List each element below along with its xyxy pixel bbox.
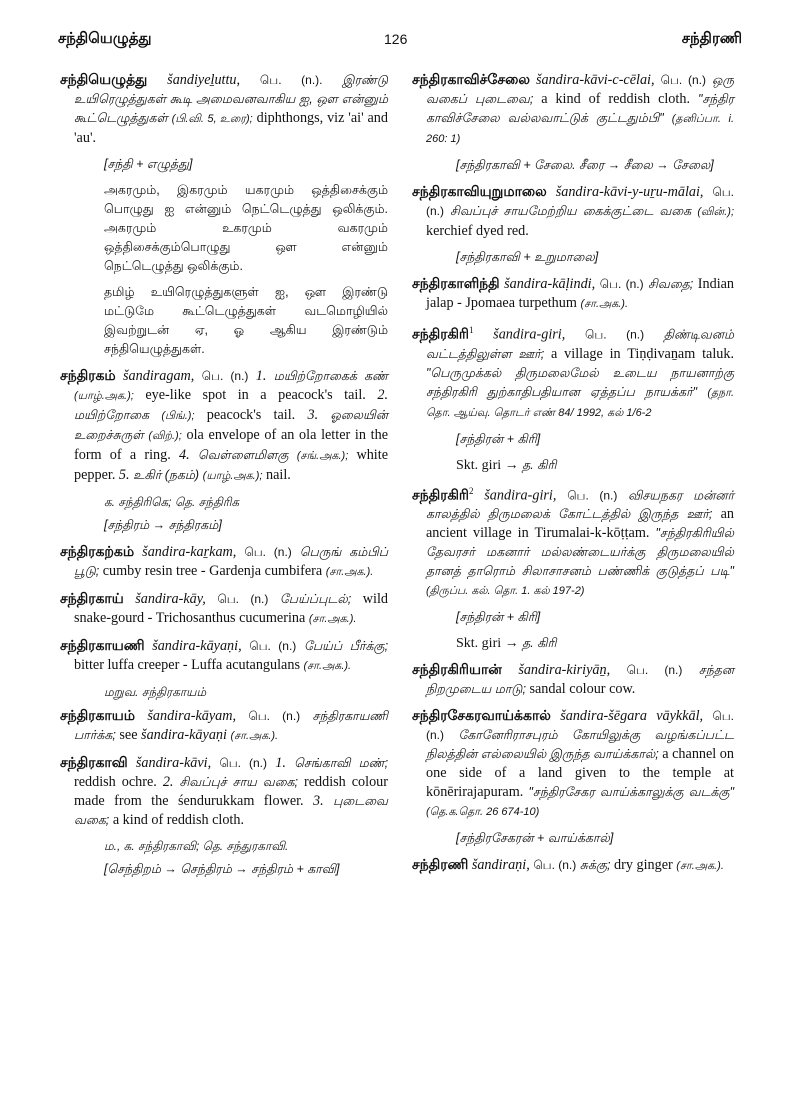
headword: சந்திரகாளிந்தி <box>412 275 500 291</box>
headword: சந்திரகிரி <box>412 486 469 503</box>
source-citation: (பிங்.); <box>161 410 195 422</box>
quotation: "பெருமுக்கல் திருமலைமேல் உடைய நாயனாற்கு சந்திரகிரி துற்காதிபதியான ஏத்தப்ப நாயக்கர்" <box>426 365 734 399</box>
etymology: [சந்திரகாவி + சேலை. சீரை → சீலை → சேலை] <box>456 158 714 172</box>
etymology: [சந்திரகாவி + உறுமாலை] <box>456 250 599 264</box>
definition-english: white pepper. <box>74 447 388 483</box>
definition-english: an ancient village in Tirumalai-k-kōṭṭam. <box>426 506 735 542</box>
definition-tamil: பேய்ப் பீர்க்கு; <box>303 639 389 653</box>
transliteration: šandira-kāvi, <box>135 755 212 771</box>
dictionary-entry <box>412 660 734 699</box>
etymology: [சந்திரன் + கிரி] <box>456 610 541 625</box>
source-citation: (விற்.); <box>148 430 182 442</box>
transliteration: šandiraṇi, <box>471 857 530 874</box>
headword: சந்தியெழுத்து <box>60 71 148 87</box>
grammar-tag: பெ. (n.). <box>259 73 323 87</box>
sense-number: 2. <box>377 387 389 403</box>
definition-english: bitter luffa creeper - Luffa acutangulans <box>74 657 300 673</box>
variant-form: மறுவ. சந்திரகாயம் <box>104 685 207 699</box>
sense-number: 1. <box>275 755 286 771</box>
dictionary-entry <box>60 706 388 746</box>
dictionary-entry <box>412 274 734 314</box>
sense-number: 5. <box>118 467 130 483</box>
source-citation: (தனிப்பா. i. 260: 1) <box>426 113 734 145</box>
homonym-number: 2 <box>468 485 474 496</box>
headword: சந்திரகிரி <box>412 325 469 342</box>
definition-tamil: சிவப்புச் சாய வகை; <box>179 775 298 789</box>
source-citation: (சா.அக.). <box>303 660 352 672</box>
definition-tamil: பெருங் கம்பிப் பூடு; <box>74 545 389 578</box>
note: அகரமும், இகரமும் யகரமும் ஒத்திசைக்கும் பொழுது ஐ என்னும் நெட்டெழுத்து ஒலிக்கும். அகரமும் உகரமும் வகரமும் ஒத்திசைக்கும்பொழுது ஔ என்னும் நெட்டெழுத்து ஒலிக்கும். <box>104 183 388 273</box>
dictionary-entry <box>412 182 734 241</box>
grammar-tag: பெ. (n.) <box>244 545 292 559</box>
left-guideword: சந்தியெழுத்து <box>58 30 152 47</box>
definition-tamil: திண்டிவனம் வட்டத்திலுள்ள ஊர்; <box>426 327 735 361</box>
dictionary-entry <box>412 706 734 822</box>
dictionary-entry <box>60 70 388 148</box>
right-guideword: சந்திரணி <box>681 30 742 47</box>
transliteration: šandira-kāy, <box>135 591 206 607</box>
sanskrit-derivation <box>456 456 734 475</box>
headword: சந்திரகாயம் <box>60 707 135 723</box>
grammar-tag: பெ. (n.) <box>626 663 683 678</box>
etymology: [சந்திரம் → சந்திரகம்] <box>104 518 222 532</box>
grammar-tag: பெ. (n.) <box>219 756 267 770</box>
transliteration: šandira-giri, <box>484 487 557 504</box>
transliteration: šandira-kāvi-c-cēlai, <box>535 72 655 88</box>
grammar-tag: பெ. (n.) <box>660 73 706 87</box>
tamil-form: த. கிரி <box>522 636 557 651</box>
headword: சந்திரகம் <box>60 367 116 383</box>
definition-tamil: புடைவை வகை; <box>74 794 388 827</box>
dictionary-entry <box>60 753 388 830</box>
source-citation: (சா.அக.). <box>580 298 629 310</box>
etymology: [சந்திரசேகரன் + வாய்க்கால்] <box>456 831 614 846</box>
cross-reference: šandira-kāyaṇi <box>141 727 227 743</box>
source-citation: (வின்.); <box>697 206 734 218</box>
definition-tamil: ஒரு வகைப் புடைவை; <box>426 73 735 106</box>
definition-english: reddish colour made from the śendurukkam flower. <box>74 774 389 809</box>
dictionary-entry <box>60 636 388 676</box>
quotation: "சந்திரகிரியில் தேவரசர் மகனார் மல்லண்டையர்க்கு திருமலையில் தானத் தாரொம் சிலாசாசனம் பண்ணிக் குடுத்தப் படி" <box>426 526 734 579</box>
dictionary-entry <box>412 70 734 149</box>
headword: சந்திரகாய் <box>60 590 124 606</box>
headword: சந்திரகற்கம் <box>60 543 135 559</box>
dictionary-entry <box>60 589 388 629</box>
sense-number: 3. <box>313 793 324 809</box>
quotation: "சந்திர காவிச்சேலை வல்லவாட்டுக் குட்டதும்பி" <box>426 92 735 125</box>
page-header <box>0 30 800 54</box>
definition-tamil: சிவதை; <box>648 277 694 291</box>
grammar-tag: பெ. (n.) <box>426 185 735 218</box>
definition-english: a channel on one side of a land given to the temple at kōnērirajapuram. <box>426 746 734 801</box>
dictionary-entry <box>412 482 734 602</box>
transliteration: šandira-kiriyāṉ, <box>518 662 611 679</box>
source-citation: (பி.வி. 5, உரை); <box>171 113 253 125</box>
definition-english: a kind of reddish cloth. <box>112 812 245 828</box>
source-citation: (சா.அக.). <box>676 860 724 873</box>
grammar-tag: பெ. (n.) <box>533 858 577 873</box>
etymology: [சந்தி + எழுத்து] <box>104 157 193 171</box>
definition-tamil: கோனேரிராசபுரம் கோயிலுக்கு வழங்கப்பட்ட நிலத்தின் எல்லையில் இருந்த வாய்க்கால்; <box>426 728 734 762</box>
transliteration: šandira-kāvi-y-uṟu-mālai, <box>555 184 704 200</box>
transliteration: šandira-giri, <box>493 326 566 343</box>
grammar-tag: பெ. (n.) <box>217 592 269 606</box>
quotation: "சந்திரசேகர வாய்க்காலுக்கு வடக்கு" <box>528 785 735 800</box>
headword: சந்திரகாவிச்சேலை <box>412 71 530 87</box>
transliteration: šandira-kāḷindi, <box>504 276 596 292</box>
definition-tamil: உகிர் (நகம்) <box>133 468 200 482</box>
headword: சந்திரசேகரவாய்க்கால் <box>412 707 551 724</box>
headword: சந்திரகாயணி <box>60 637 145 653</box>
note: தமிழ் உயிரெழுத்துகளுள் ஐ, ஔ இரண்டு மட்டுமே கூட்டெழுத்துகள் வடமொழியில் இவற்றுடன் ஏ, ஓ ஆகிய இரண்டும் சந்தியெழுத்துகள். <box>104 285 388 356</box>
source-citation: (யாழ்.அக.); <box>202 470 263 482</box>
definition-tamil: மயிற்றோகைக் கண் <box>273 369 389 383</box>
cognates: ம., க. சந்திரகாவி; தெ. சந்துரகாவி. <box>104 839 289 853</box>
source-citation: (தெ.க.தொ. 26 674-10) <box>426 806 540 819</box>
source-citation: (சா.அக.). <box>325 566 374 578</box>
definition-english: diphthongs, viz 'ai' and 'au'. <box>74 110 388 146</box>
transliteration: šandiragam, <box>123 368 195 384</box>
see-label: see <box>119 727 138 743</box>
source-citation: (சங்.அக.); <box>296 450 349 462</box>
headword: சந்திரகாவி <box>60 754 128 770</box>
transliteration: šandira-kāyam, <box>147 708 237 724</box>
etymology: [சந்திரன் + கிரி] <box>456 431 541 446</box>
definition-english: Indian jalap - Jpomaea turpethum <box>426 276 735 311</box>
grammar-tag: பெ. (n.) <box>599 277 644 291</box>
headword: சந்திரகிரியான் <box>412 661 502 678</box>
definition-english: kerchief dyed red. <box>426 223 529 239</box>
definition-tamil: மயிற்றோகை <box>74 408 150 422</box>
definition-tamil: ஓலையின் உறைச்சுருள் <box>74 408 389 442</box>
definition-english: cumby resin tree - Gardenja cumbifera <box>102 563 323 579</box>
definition-english: a village in Tiṇḍivaṉam taluk. <box>551 345 735 362</box>
transliteration: šandira-kāyaṇi, <box>152 638 242 654</box>
definition-english: nail. <box>266 467 291 483</box>
grammar-tag: பெ. (n.) <box>585 327 645 342</box>
definition-tamil: வெள்ளைமிளகு <box>197 448 289 462</box>
dictionary-entry <box>60 366 388 486</box>
grammar-tag: பெ. (n.) <box>426 709 735 743</box>
tamil-form: த. கிரி <box>522 457 557 472</box>
sense-number: 3. <box>307 407 319 423</box>
transliteration: šandira-šēgara vāykkāl, <box>560 708 704 725</box>
source-citation: (தநா. தொ. ஆய்வு. தொடர் எண் 84/ 1992, கல் 1/6-2 <box>426 386 735 419</box>
sanskrit-source: Skt. giri → <box>456 636 519 652</box>
sense-number: 2. <box>162 774 174 790</box>
sanskrit-derivation <box>456 634 734 653</box>
grammar-tag: பெ. (n.) <box>567 488 618 503</box>
definition-english: eye-like spot in a peacock's tail. <box>145 387 366 403</box>
transliteration: šandira-kaṟkam, <box>142 544 237 560</box>
sanskrit-source: Skt. giri → <box>456 457 519 473</box>
etymology: [செந்திறம் → செந்திரம் → சந்திரம் + காவி] <box>104 862 340 876</box>
definition-tamil: சிவப்புச் சாயமேற்றிய கைக்குட்டை வகை <box>450 204 692 218</box>
definition-tamil: சந்தன நிறமுடைய மாடு; <box>426 663 735 697</box>
definition-tamil: சுக்கு; <box>579 858 611 873</box>
page-number: 126 <box>384 31 408 47</box>
definition-english: reddish ochre. <box>74 774 157 790</box>
grammar-tag: பெ. (n.) <box>248 709 301 723</box>
homonym-number: 1 <box>468 325 474 335</box>
right-column <box>412 70 734 883</box>
cognates: க. சந்திரிகெ; தெ. சந்திரிக <box>104 495 240 509</box>
definition-english: a kind of reddish cloth. <box>541 91 690 107</box>
grammar-tag: பெ. (n.) <box>201 369 249 383</box>
definition-english: dry ginger <box>614 857 673 874</box>
sense-number: 1. <box>255 368 267 384</box>
source-citation: (யாழ்.அக.); <box>74 390 134 402</box>
headword: சந்திரகாவியுறுமாலை <box>412 183 547 199</box>
definition-tamil: விசயநகர மன்னர் காலத்தில் திருமலைக் கோட்டத்தில் இருந்த ஊர்; <box>426 488 735 522</box>
source-citation: (சா.அக.). <box>308 613 357 625</box>
source-citation: (திருப்ப. கல். தொ. 1. கல் 197-2) <box>426 585 585 598</box>
definition-tamil: சந்திரகாயணி பார்க்க; <box>74 709 389 742</box>
definition-english: sandal colour cow. <box>529 681 636 698</box>
sense-number: 4. <box>178 447 190 463</box>
grammar-tag: பெ. (n.) <box>249 639 297 653</box>
definition-tamil: பேய்ப்புடல்; <box>279 592 352 606</box>
headword: சந்திரணி <box>412 856 469 873</box>
dictionary-entry <box>60 542 388 582</box>
dictionary-entry <box>412 855 734 876</box>
left-column <box>60 70 388 886</box>
transliteration: šandiyeḻuttu, <box>167 72 241 88</box>
definition-tamil: இரண்டு உயிரெழுத்துகள் கூடி அமைவனவாகிய ஐ, ஔ என்னும் கூட்டெழுத்துகள் <box>74 73 389 125</box>
definition-english: peacock's tail. <box>206 407 296 423</box>
source-citation: (சா.அக.). <box>230 730 279 742</box>
definition-english: ola envelope of an ola letter in the form of a ring. <box>74 427 388 463</box>
definition-tamil: செங்காவி மண்; <box>294 756 389 770</box>
definition-english: wild snake-gourd - Trichosanthus cucumerina <box>74 591 388 626</box>
dictionary-entry <box>412 321 734 423</box>
